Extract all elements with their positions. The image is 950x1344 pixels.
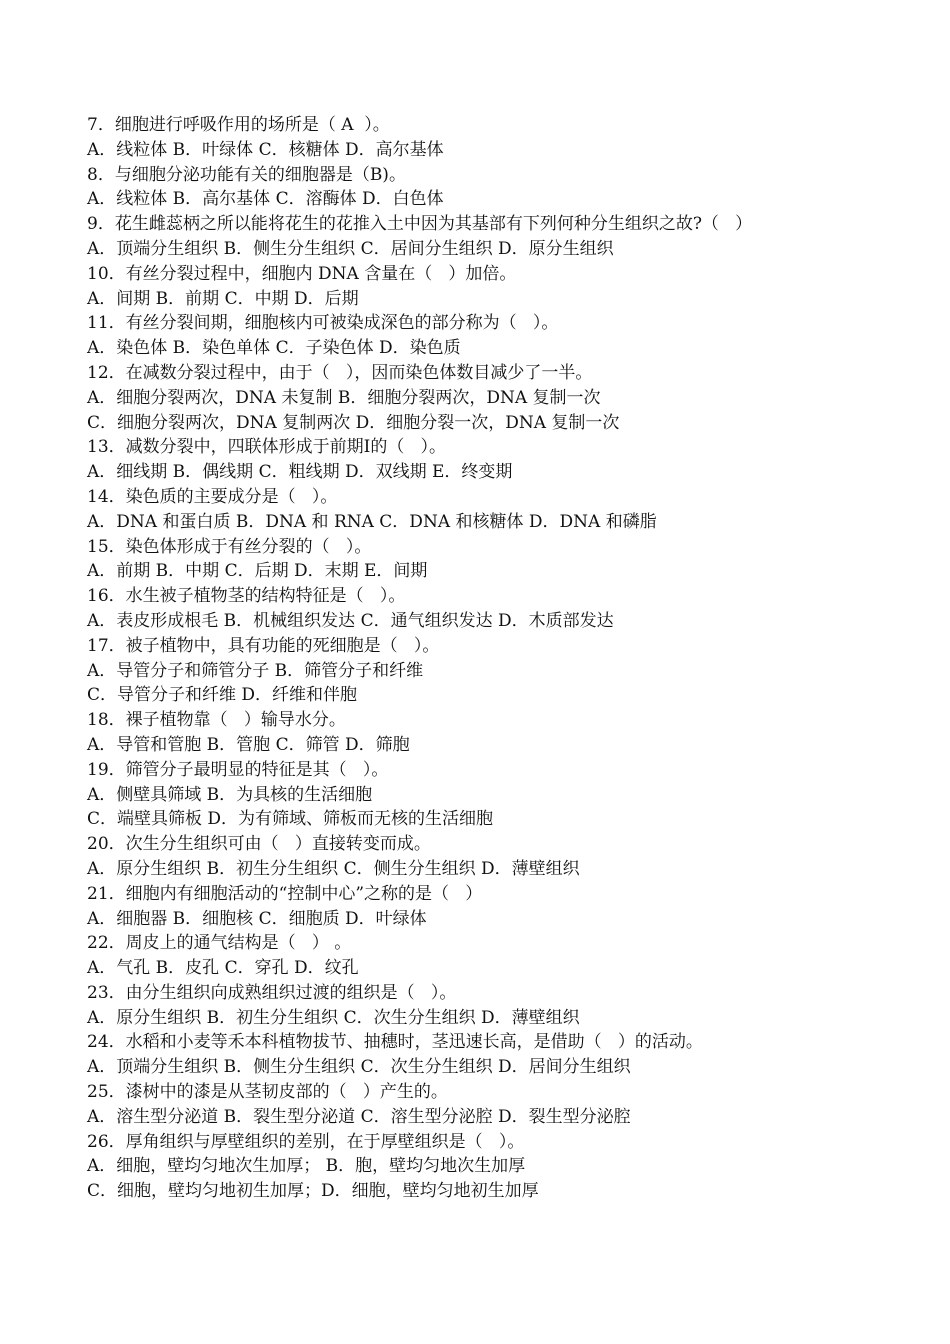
text-line: 25．漆树中的漆是从茎韧皮部的（ ）产生的。: [87, 1082, 448, 1103]
text-line: 15．染色体形成于有丝分裂的（ ）。: [87, 536, 372, 557]
text-line: A．溶生型分泌道 B．裂生型分泌道 C．溶生型分泌腔 D．裂生型分泌腔: [87, 1106, 631, 1127]
text-line: 18．裸子植物靠（ ）输导水分。: [87, 710, 346, 731]
text-line: A．前期 B．中期 C．后期 D．末期 E．间期: [87, 561, 428, 582]
text-line: A．细线期 B．偶线期 C．粗线期 D．双线期 E．终变期: [87, 462, 513, 483]
text-line: 17．被子植物中，具有功能的死细胞是（ ）。: [87, 635, 440, 656]
text-line: 16．水生被子植物茎的结构特征是（ ）。: [87, 586, 406, 607]
text-line: 23．由分生组织向成熟组织过渡的组织是（ ）。: [87, 982, 457, 1003]
text-line: A．细胞器 B．细胞核 C．细胞质 D．叶绿体: [87, 908, 427, 929]
text-line: A．细胞，壁均匀地次生加厚； B．胞，壁均匀地次生加厚: [87, 1156, 526, 1177]
text-line: C．端壁具筛板 D．为有筛域、筛板而无核的生活细胞: [87, 809, 494, 830]
text-line: A．线粒体 B．高尔基体 C．溶酶体 D．白色体: [87, 189, 444, 210]
text-line: A．导管和管胞 B．管胞 C．筛管 D．筛胞: [87, 734, 410, 755]
text-line: C．导管分子和纤维 D．纤维和伴胞: [87, 685, 358, 706]
text-line: A．线粒体 B．叶绿体 C．核糖体 D．高尔基体: [87, 139, 444, 160]
text-line: A．导管分子和筛管分子 B．筛管分子和纤维: [87, 660, 424, 681]
text-line: 12．在减数分裂过程中，由于（ ），因而染色体数目减少了一半。: [87, 362, 593, 383]
text-line: 10．有丝分裂过程中，细胞内 DNA 含量在（ ）加倍。: [87, 263, 517, 284]
text-line: A．侧壁具筛域 B．为具核的生活细胞: [87, 784, 373, 805]
text-line: 21．细胞内有细胞活动的“控制中心”之称的是（ ）: [87, 883, 483, 904]
text-line: A．原分生组织 B．初生分生组织 C．侧生分生组织 D．薄壁组织: [87, 858, 580, 879]
text-line: 20．次生分生组织可由（ ）直接转变而成。: [87, 834, 431, 855]
text-line: C．细胞分裂两次，DNA 复制两次 D．细胞分裂一次，DNA 复制一次: [87, 412, 620, 433]
text-line: C．细胞，壁均匀地初生加厚；D．细胞，壁均匀地初生加厚: [87, 1181, 539, 1202]
text-line: 14．染色质的主要成分是（ ）。: [87, 486, 338, 507]
text-line: A．气孔 B．皮孔 C．穿孔 D．纹孔: [87, 958, 359, 979]
text-line: A．间期 B．前期 C．中期 D．后期: [87, 288, 359, 309]
text-line: A．DNA 和蛋白质 B．DNA 和 RNA C．DNA 和核糖体 D．DNA 和磷脂: [87, 511, 657, 532]
text-line: A．表皮形成根毛 B．机械组织发达 C．通气组织发达 D．木质部发达: [87, 610, 614, 631]
document-page: [87, 113, 927, 1204]
text-line: A．顶端分生组织 B．侧生分生组织 C．居间分生组织 D．原分生组织: [87, 238, 614, 259]
text-line: A．顶端分生组织 B．侧生分生组织 C．次生分生组织 D．居间分生组织: [87, 1057, 631, 1078]
text-line: 13．减数分裂中，四联体形成于前期Ⅰ的（ ）。: [87, 437, 447, 458]
text-line: 11．有丝分裂间期，细胞核内可被染成深色的部分称为（ ）。: [87, 313, 559, 334]
text-line: 7．细胞进行呼吸作用的场所是（ A ）。: [87, 115, 390, 135]
text-line: A．染色体 B．染色单体 C．子染色体 D．染色质: [87, 338, 461, 359]
text-line: 19．筛管分子最明显的特征是其（ ）。: [87, 759, 389, 780]
text-line: 22．周皮上的通气结构是（ ） 。: [87, 933, 352, 954]
text-line: A．原分生组织 B．初生分生组织 C．次生分生组织 D．薄壁组织: [87, 1007, 580, 1028]
text-line: A．细胞分裂两次，DNA 未复制 B．细胞分裂两次，DNA 复制一次: [87, 387, 601, 408]
text-line: 24．水稻和小麦等禾本科植物拔节、抽穗时，茎迅速长高，是借助（ ）的活动。: [87, 1032, 703, 1053]
text-line: 26．厚角组织与厚壁组织的差别，在于厚壁组织是（ ）。: [87, 1131, 525, 1152]
text-line: 9．花生雌蕊柄之所以能将花生的花推入土中因为其基部有下列何种分生组织之故?（ ）: [87, 214, 753, 235]
text-line: 8．与细胞分泌功能有关的细胞器是（B)。: [87, 164, 406, 185]
